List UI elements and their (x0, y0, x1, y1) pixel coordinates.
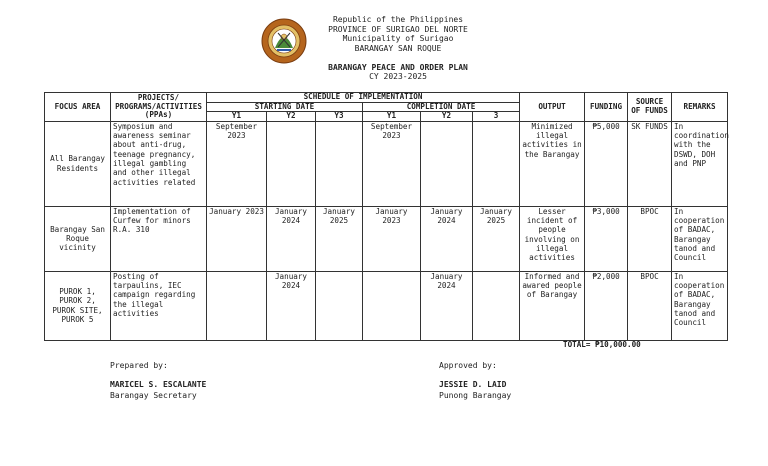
header-starting-date: STARTING DATE (207, 102, 363, 112)
cell-output: Minimized illegal activities in the Barangay (520, 121, 585, 206)
cell-funding: ₱5,000 (585, 121, 628, 206)
total-funding: TOTAL= ₱10,000.00 (563, 340, 641, 349)
cell-ppa: Implementation of Curfew for minors R.A. 310 (111, 206, 207, 271)
cell-completion-y3 (473, 121, 520, 206)
cell-completion-y2: January 2024 (421, 271, 473, 340)
cell-source: BPOC (628, 206, 672, 271)
cell-start-y2 (267, 121, 316, 206)
header-output: OUTPUT (520, 93, 585, 122)
cell-output: Lesser incident of people involving on illegal activities (520, 206, 585, 271)
approved-by-block (439, 360, 511, 401)
letterhead-republic: Republic of the Philippines (332, 15, 464, 24)
cell-funding: ₱2,000 (585, 271, 628, 340)
header-start-y1: Y1 (207, 112, 267, 122)
table-row (45, 271, 728, 340)
header-schedule: SCHEDULE OF IMPLEMENTATION (207, 93, 520, 103)
prepared-by-label: Prepared by: (110, 361, 168, 370)
header-start-y2: Y2 (267, 112, 316, 122)
cell-source: BPOC (628, 271, 672, 340)
approved-by-label: Approved by: (439, 361, 497, 370)
cell-completion-y3: January 2025 (473, 206, 520, 271)
cell-remarks: In cooperation of BADAC, Barangay tanod and Council (672, 271, 728, 340)
cell-completion-y3 (473, 271, 520, 340)
cell-focus-area: PUROK 1, PUROK 2, PUROK SITE, PUROK 5 (45, 271, 111, 340)
cell-output: Informed and awared people of Barangay (520, 271, 585, 340)
header-funding: FUNDING (585, 93, 628, 122)
cell-focus-area: Barangay San Roque vicinity (45, 206, 111, 271)
cell-start-y3 (316, 271, 363, 340)
cell-start-y3: January 2025 (316, 206, 363, 271)
cell-completion-y2 (421, 121, 473, 206)
header-remarks: REMARKS (672, 93, 728, 122)
document-title: BARANGAY PEACE AND ORDER PLAN (328, 63, 468, 72)
cell-completion-y1: January 2023 (363, 206, 421, 271)
cell-start-y2: January 2024 (267, 271, 316, 340)
cell-start-y1 (207, 271, 267, 340)
cell-focus-area: All Barangay Residents (45, 121, 111, 206)
cell-source: SK FUNDS (628, 121, 672, 206)
prepared-by-title: Barangay Secretary (110, 391, 197, 400)
letterhead-municipality: Municipality of Surigao (342, 34, 454, 44)
header-completion-y1: Y1 (363, 112, 421, 122)
cell-start-y1: January 2023 (207, 206, 267, 271)
header-completion-y2: Y2 (421, 112, 473, 122)
cell-completion-y1: September 2023 (363, 121, 421, 206)
cell-remarks: In coordination with the DSWD, DOH and PNP (672, 121, 728, 206)
header-completion-date: COMPLETION DATE (363, 102, 520, 112)
cell-remarks: In cooperation of BADAC, Barangay tanod and Council (672, 206, 728, 271)
cell-ppa: Posting of tarpaulins, IEC campaign regarding the illegal activities (111, 271, 207, 340)
header-start-y3: Y3 (316, 112, 363, 122)
prepared-by-name: MARICEL S. ESCALANTE (110, 380, 207, 389)
letterhead-barangay: BARANGAY SAN ROQUE (354, 43, 442, 53)
cell-start-y3 (316, 121, 363, 206)
approved-by-name: JESSIE D. LAID (439, 380, 507, 389)
prepared-by-block (110, 360, 206, 401)
header-ppas: PROJECTS/ PROGRAMS/ACTIVITIES (PPAs) (111, 93, 207, 122)
approved-by-title: Punong Barangay (439, 391, 512, 400)
peace-order-plan-table (44, 92, 728, 341)
cell-start-y2: January 2024 (267, 206, 316, 271)
document-subtitle: CY 2023-2025 (369, 72, 427, 81)
table-row (45, 206, 728, 271)
header-source: SOURCE OF FUNDS (628, 93, 672, 122)
letterhead (290, 15, 506, 53)
cell-completion-y2: January 2024 (421, 206, 473, 271)
cell-start-y1: September 2023 (207, 121, 267, 206)
cell-ppa: Symposium and awareness seminar about anti-drug, teenage pregnancy, illegal gambling and other illegal activities related (111, 121, 207, 206)
header-focus-area: FOCUS AREA (45, 93, 111, 122)
cell-completion-y1 (363, 271, 421, 340)
table-row (45, 121, 728, 206)
letterhead-province: PROVINCE OF SURIGAO DEL NORTE (328, 24, 468, 34)
cell-funding: ₱3,000 (585, 206, 628, 271)
header-completion-y3: 3 (473, 112, 520, 122)
